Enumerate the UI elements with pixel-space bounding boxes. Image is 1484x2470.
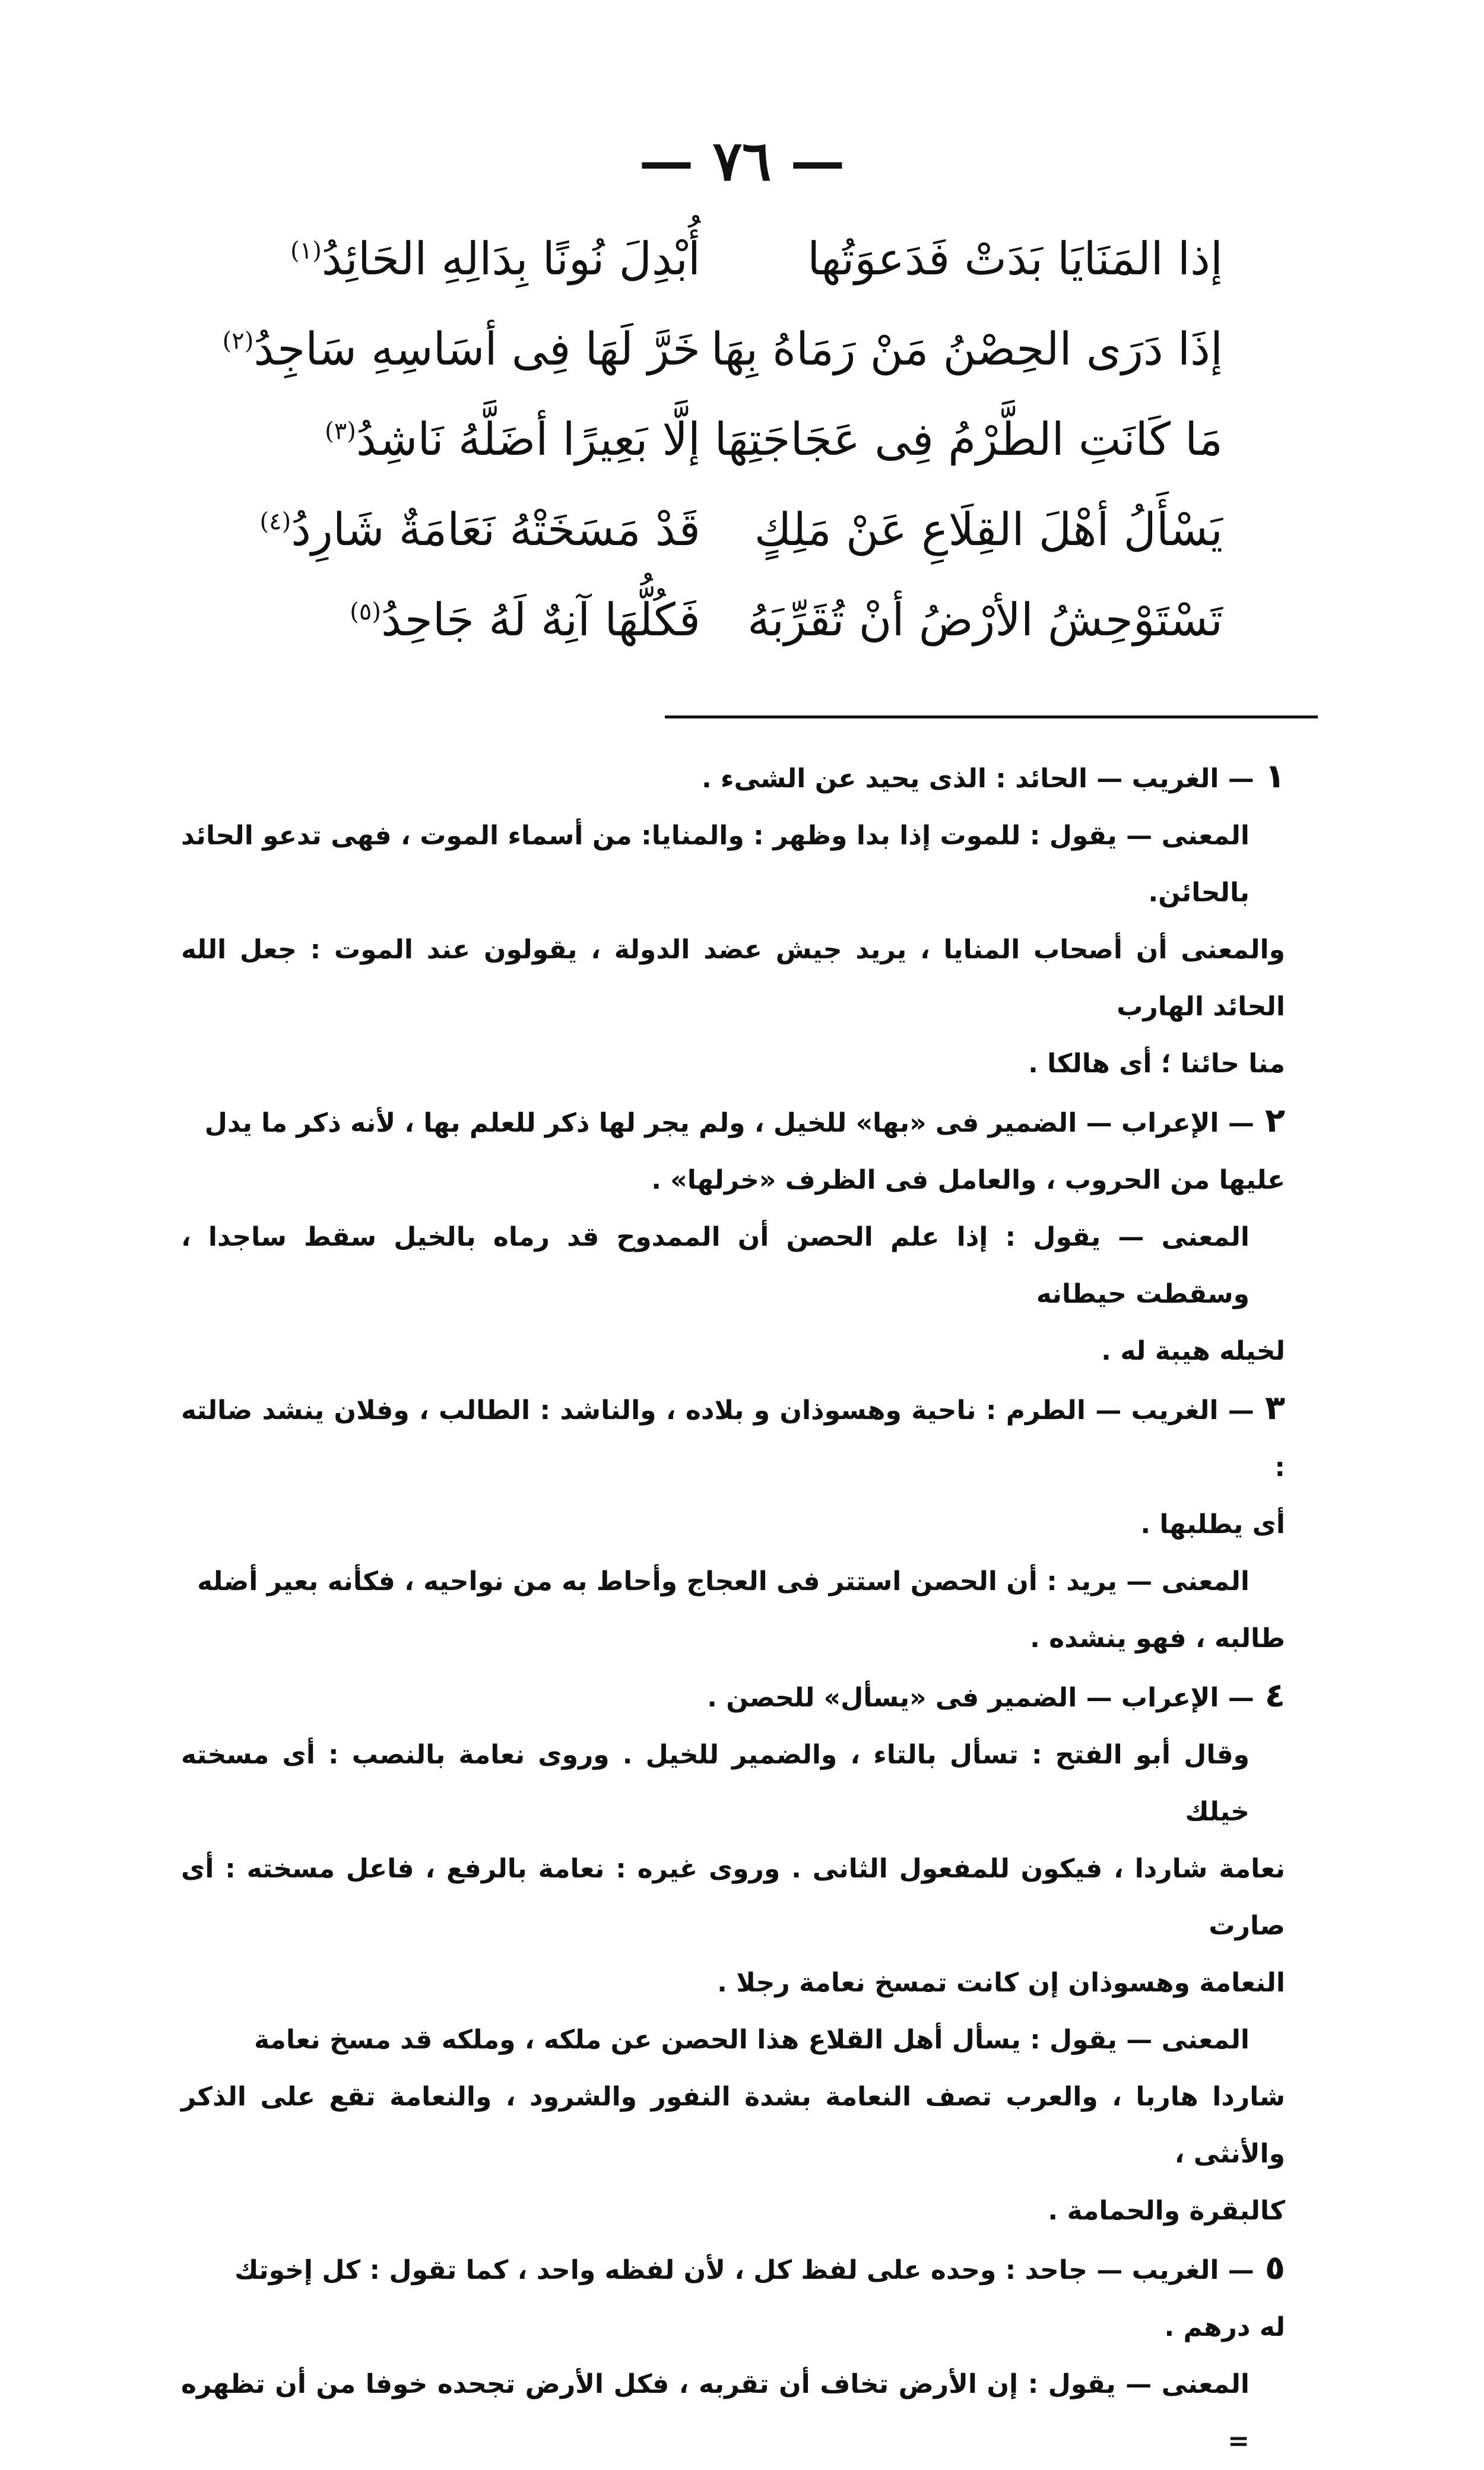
footnote-line (181, 808, 1285, 922)
footnote-line (181, 1209, 1285, 1323)
separator-rule (665, 715, 1318, 718)
footnote-line (181, 2299, 1285, 2356)
footnote-text: له درهم . (1164, 2312, 1285, 2342)
footnote-text: منا حائنا ؛ أى هالكا . (1028, 1049, 1285, 1079)
footnote-line (181, 1036, 1285, 1092)
footnote-line (181, 748, 1285, 808)
poem-block (222, 214, 1223, 665)
footnote-number: ١ (1264, 757, 1285, 796)
footnote-text: — الإعراب — الضمير فى «بها» للخيل ، ولم يجر لها ذكر للعلم بها ، لأنه ذكر ما يدل (204, 1108, 1254, 1138)
footnote-reference: (٥) (350, 598, 381, 626)
verse-second-hemistich (261, 214, 700, 304)
footnote-number: ٣ (1264, 1389, 1285, 1427)
verse-second-hemistich (222, 304, 700, 394)
verse-first-hemistich: يَسْأَلُ أهْلَ القِلَاعِ عَنْ مَلِكٍ (754, 503, 1223, 556)
page-number: — ٧٦ — (639, 129, 845, 193)
footnote-line (181, 1092, 1285, 1152)
footnote-text: طالبه ، فهو ينشده . (1030, 1623, 1285, 1654)
footnote-text: شاردا هاربا ، والعرب تصف النعامة بشدة النفور والشرود ، والنعامة تقع على الذكر والأنثى ، (181, 2082, 1285, 2169)
footnote-number: ٤ (1264, 1676, 1285, 1715)
footnote-text: كالبقرة والحمامة . (1048, 2196, 1285, 2226)
footnote-text: المعنى — يقول : للموت إذا بدا وظهر : والمنايا: من أسماء الموت ، فهى تدعو الحائد بالحائن. (181, 821, 1250, 908)
footnote-text: المعنى — يقول : إن الأرض تخاف أن تقربه ، فكل الأرض تجحده خوفا من أن تظهره = (181, 2369, 1250, 2456)
footnote-line (181, 1727, 1285, 1841)
footnote-line (181, 1955, 1285, 2012)
footnote-reference: (٤) (259, 508, 291, 536)
footnote-text: المعنى — يقول : يسأل أهل القلاع هذا الحصن عن ملكه ، وملكه قد مسخ نعامة (253, 2025, 1250, 2055)
footnote-reference: (٣) (325, 417, 356, 445)
footnote-line (181, 1841, 1285, 1955)
footnote-text: أى يطلبها . (1140, 1509, 1285, 1540)
verse-second-text: أُبْدِلَ نُونًا بِدَالِهِ الحَائِدُ (321, 232, 700, 285)
verse-second-hemistich (261, 575, 700, 665)
footnote-line (181, 1667, 1285, 1727)
footnote-text: عليها من الحروب ، والعامل فى الظرف «خرلها» . (651, 1165, 1285, 1195)
verse-first-hemistich: إذَا دَرَى الحِصْنُ مَنْ رَمَاهُ بِهَا (711, 322, 1223, 375)
footnote-line (181, 922, 1285, 1036)
footnote-text: نعامة شاردا ، فيكون للمفعول الثانى . وروى غيره : نعامة بالرفع ، فاعل مسخته : أى صارت (181, 1854, 1285, 1941)
footnote-line (181, 1380, 1285, 1496)
verse-second-text: خَرَّ لَهَا فِى أسَاسِهِ سَاجِدُ (253, 322, 700, 375)
footnote-line (181, 2069, 1285, 2183)
footnote-line (181, 1152, 1285, 1209)
footnote-line (181, 2356, 1285, 2470)
verse-second-hemistich (261, 394, 700, 484)
verse-first-hemistich: إذا المَنَايَا بَدَتْ فَدَعوَتُها (807, 232, 1223, 285)
footnote-line (181, 1610, 1285, 1667)
verse-first-hemistich: تَسْتَوْحِشُ الأرْضُ أنْ تُقَرِّبَهُ (747, 593, 1223, 646)
footnote-text: والمعنى أن أصحاب المنايا ، يريد جيش عضد الدولة ، يقولون عند الموت : جعل الله الحائد الهارب (181, 935, 1285, 1022)
footnote-reference: (٢) (222, 327, 254, 355)
verse-second-text: فَكُلُّهَا آنِهٌ لَهُ جَاحِدُ (380, 593, 700, 646)
verse-second-hemistich (261, 484, 700, 575)
verse-line (261, 394, 1223, 484)
footnote-number: ٥ (1264, 2249, 1285, 2287)
footnote-text: المعنى — يقول : إذا علم الحصن أن الممدوح قد رماه بالخيل سقط ساجدا ، وسقطت حيطانه (181, 1222, 1250, 1309)
footnotes (181, 748, 1285, 2470)
footnote-line (181, 2183, 1285, 2240)
verse-second-text: قَدْ مَسَخَتْهُ نَعَامَةٌ شَارِدُ (291, 503, 700, 556)
footnote-text: — الغريب — جاحد : وحده على لفظ كل ، لأن لفظه واحد ، كما تقول : كل إخوتك (234, 2255, 1254, 2285)
footnote-text: لخيله هيبة له . (1101, 1336, 1285, 1366)
footnote-text: وقال أبو الفتح : تسأل بالتاء ، والضمير للخيل . وروى نعامة بالنصب : أى مسخته خيلك (181, 1740, 1250, 1827)
footnote-text: المعنى — يريد : أن الحصن استتر فى العجاج وأحاط به من نواحيه ، فكأنه بعير أضله (197, 1566, 1250, 1597)
footnote-line (181, 1323, 1285, 1380)
footnote-reference: (١) (290, 237, 322, 265)
verse-second-text: إلَّا بَعِيرًا أضَلَّهُ نَاشِدُ (356, 413, 700, 466)
footnote-text: — الغريب — الحائد : الذى يحيد عن الشىء . (701, 764, 1254, 794)
footnote-text: — الغريب — الطرم : ناحية وهسوذان و بلاده ، والناشد : الطالب ، وفلان ينشد ضالته : (181, 1395, 1285, 1483)
footnote-line (181, 1553, 1285, 1610)
footnote-text: — الإعراب — الضمير فى «يسأل» للحصن . (707, 1683, 1254, 1713)
footnote-line (181, 2240, 1285, 2299)
footnote-text: النعامة وهسوذان إن كانت تمسخ نعامة رجلا . (717, 1968, 1285, 1998)
footnote-line (181, 2012, 1285, 2069)
verse-line (261, 214, 1223, 304)
verse-line (222, 304, 1223, 394)
verse-line (261, 575, 1223, 665)
footnote-line (181, 1496, 1285, 1553)
footnote-number: ٢ (1264, 1101, 1285, 1140)
verse-line (261, 484, 1223, 575)
verse-first-hemistich: مَا كَانَتِ الطَّرْمُ فِى عَجَاجَتِهَا (714, 413, 1223, 466)
